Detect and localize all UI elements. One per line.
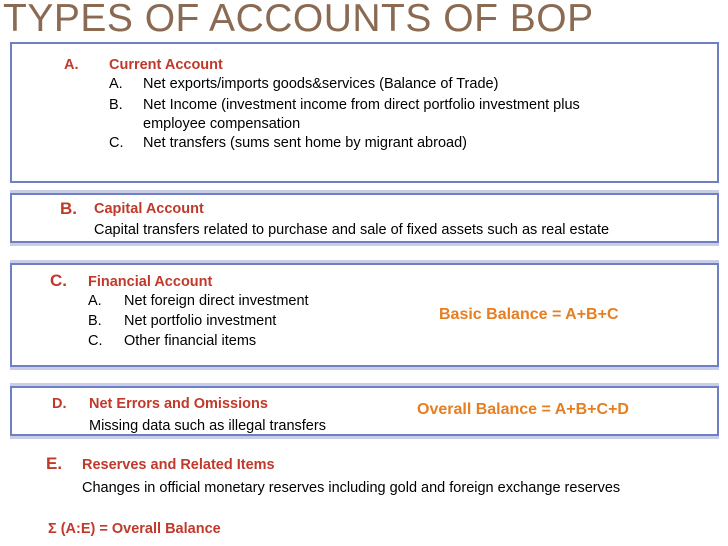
financial-account-box [10, 263, 719, 367]
current-item-b-text-cont: employee compensation [143, 116, 301, 132]
current-item-b-text: Net Income (investment income from direct portfolio investment plus [143, 97, 580, 113]
financial-item-a-text: Net foreign direct investment [124, 293, 309, 309]
financial-item-b-text: Net portfolio investment [124, 313, 277, 329]
capital-account-desc: Capital transfers related to purchase and sale of fixed assets such as real estate [94, 222, 610, 238]
current-item-c-marker: C. [109, 135, 124, 151]
basic-balance-formula: Basic Balance = A+B+C [439, 306, 619, 323]
capital-account-heading: Capital Account [94, 201, 204, 217]
current-account-heading: Current Account [109, 57, 223, 73]
overall-balance-summary: Σ (A:E) = Overall Balance [48, 521, 221, 537]
current-account-marker: A. [64, 57, 79, 73]
current-item-c-text: Net transfers (sums sent home by migrant abroad) [143, 135, 467, 151]
reserves-marker: E. [46, 454, 63, 473]
overall-balance-formula: Overall Balance = A+B+C+D [417, 401, 629, 418]
financial-account-heading: Financial Account [88, 274, 213, 290]
net-errors-desc: Missing data such as illegal transfers [89, 418, 326, 434]
capital-account-box [10, 193, 719, 243]
net-errors-heading: Net Errors and Omissions [89, 396, 268, 412]
financial-account-marker: C. [50, 271, 67, 290]
financial-item-c-text: Other financial items [124, 333, 257, 349]
slide-title: TYPES OF ACCOUNTS OF BOP [3, 0, 594, 40]
current-item-a-text: Net exports/imports goods&services (Balance of Trade) [143, 76, 499, 92]
reserves-desc: Changes in official monetary reserves including gold and foreign exchange reserves [82, 480, 621, 496]
current-account-box [10, 42, 719, 183]
reserves-section [10, 448, 719, 500]
net-errors-box [10, 386, 719, 436]
capital-account-marker: B. [60, 199, 77, 218]
financial-item-b-marker: B. [88, 313, 102, 329]
reserves-heading: Reserves and Related Items [82, 457, 275, 473]
net-errors-marker: D. [52, 396, 67, 412]
current-item-b-marker: B. [109, 97, 123, 113]
financial-item-c-marker: C. [88, 333, 103, 349]
financial-item-a-marker: A. [88, 293, 102, 309]
current-item-a-marker: A. [109, 76, 123, 92]
